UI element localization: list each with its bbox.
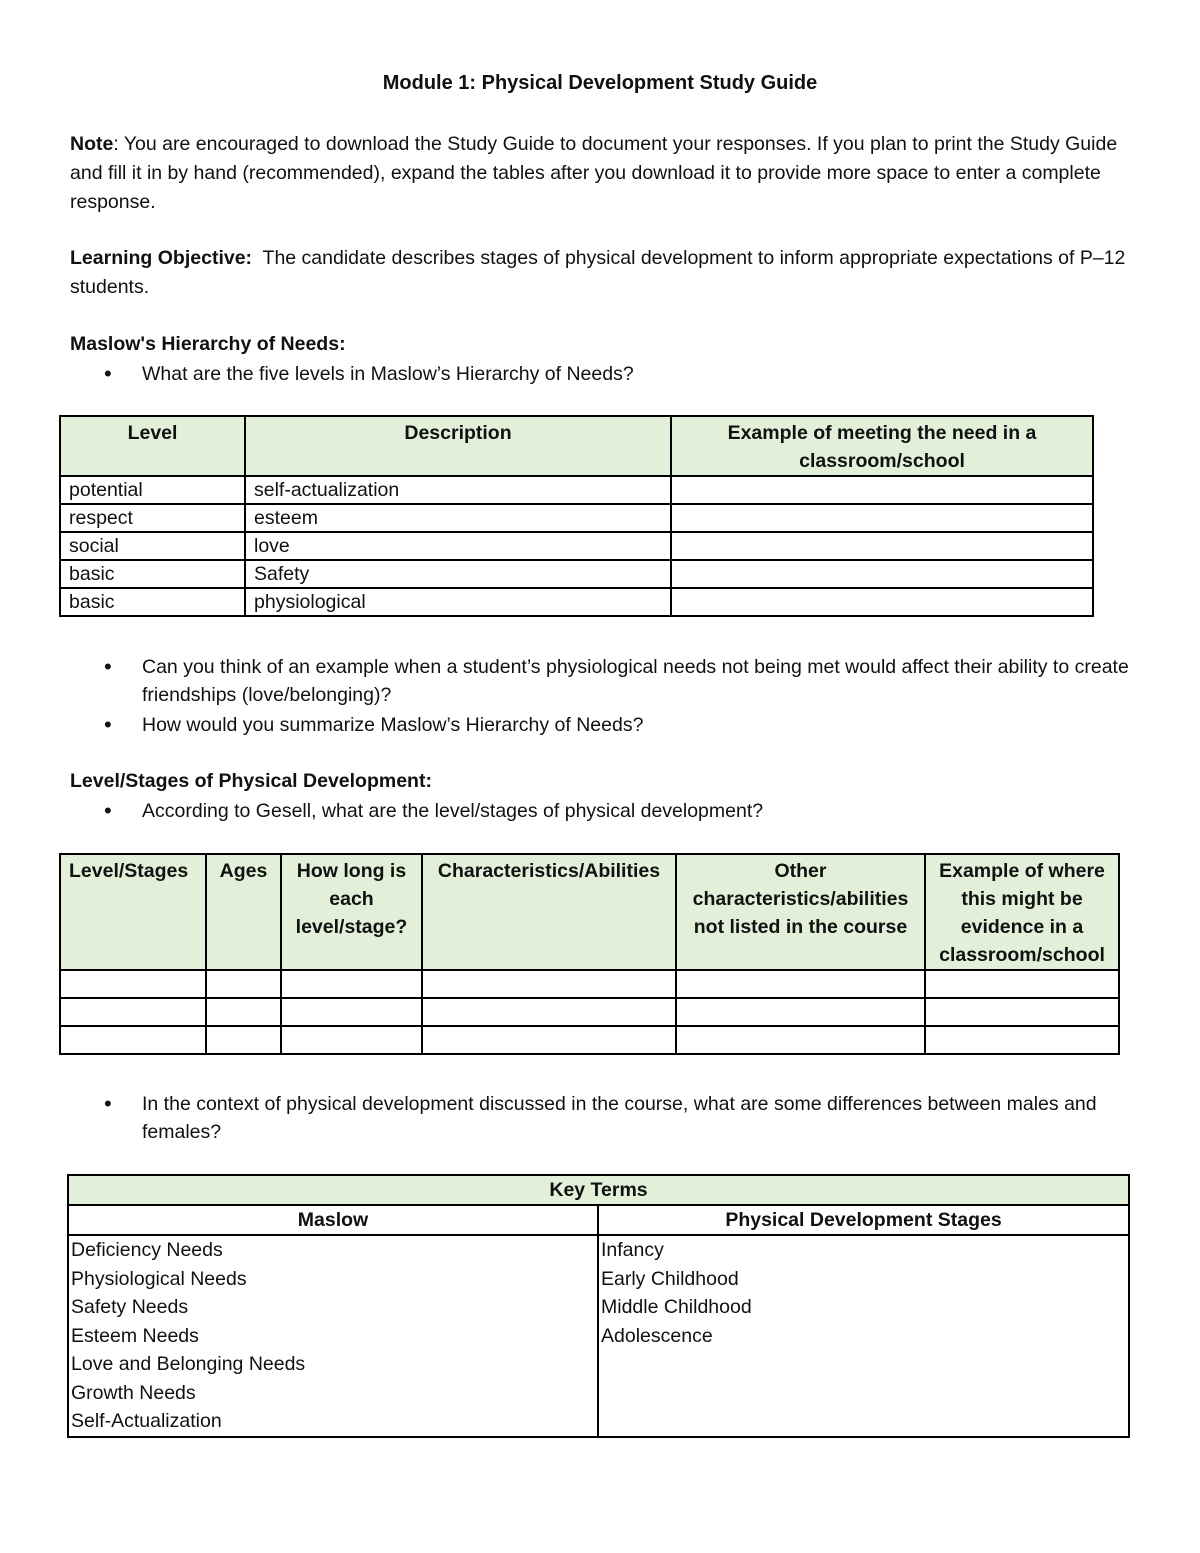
maslow-term: Physiological Needs [68, 1265, 598, 1294]
maslow-question-list [70, 360, 1130, 388]
table-cell: basic [60, 560, 245, 588]
table-row [68, 1379, 1129, 1408]
objective-text: The candidate describes stages of physical development to inform appropriate expectations of P–12 students. [70, 247, 1131, 298]
maslow-term: Safety Needs [68, 1293, 598, 1322]
stage-term: Infancy [598, 1235, 1129, 1265]
maslow-heading: Maslow's Hierarchy of Needs: [70, 333, 346, 355]
stage-term [598, 1350, 1129, 1379]
table-cell-input[interactable] [422, 1026, 676, 1054]
maslow-term: Growth Needs [68, 1379, 598, 1408]
table-cell: social [60, 532, 245, 560]
stages-question-list [70, 797, 1130, 825]
table-cell: love [245, 532, 671, 560]
learning-objective [70, 244, 1130, 302]
maslow-term: Deficiency Needs [68, 1235, 598, 1265]
table-cell-input[interactable] [671, 588, 1093, 616]
table-cell-input[interactable] [206, 1026, 281, 1054]
table-cell: Safety [245, 560, 671, 588]
table-cell-input[interactable] [206, 998, 281, 1026]
table-row [68, 1235, 1129, 1265]
stage-term [598, 1407, 1129, 1437]
page-title: Module 1: Physical Development Study Guide [382, 72, 818, 94]
maslow-table-header [60, 416, 1093, 476]
table-cell-input[interactable] [206, 970, 281, 998]
maslow-term: Self-Actualization [68, 1407, 598, 1437]
stages-col-characteristics: Characteristics/Abilities [422, 854, 676, 970]
table-row [68, 1350, 1129, 1379]
table-row [60, 1026, 1119, 1054]
table-cell-input[interactable] [925, 970, 1119, 998]
stage-term: Middle Childhood [598, 1293, 1129, 1322]
stages-col-other: Other characteristics/abilities not listed in the course [676, 854, 925, 970]
followup-question: • In the context of physical development discussed in the course, what are some differences between males and females? [70, 1090, 1130, 1146]
table-row [60, 532, 1093, 560]
table-cell-input[interactable] [925, 998, 1119, 1026]
followup-question: • Can you think of an example when a student’s physiological needs not being met would affect their ability to create friendships (love/belonging)? [70, 653, 1130, 709]
maslow-term: Esteem Needs [68, 1322, 598, 1351]
table-cell-input[interactable] [671, 476, 1093, 504]
followup-question: • How would you summarize Maslow’s Hierarchy of Needs? [70, 711, 1130, 739]
table-cell-input[interactable] [281, 970, 422, 998]
stages-table [59, 853, 1120, 1055]
table-cell: basic [60, 588, 245, 616]
maslow-term: Love and Belonging Needs [68, 1350, 598, 1379]
key-terms-title: Key Terms [68, 1175, 1129, 1205]
table-cell-input[interactable] [422, 998, 676, 1026]
table-row [68, 1322, 1129, 1351]
table-cell: respect [60, 504, 245, 532]
maslow-col-description: Description [245, 416, 671, 476]
table-cell: potential [60, 476, 245, 504]
table-row [68, 1293, 1129, 1322]
table-cell-input[interactable] [60, 1026, 206, 1054]
table-cell-input[interactable] [676, 998, 925, 1026]
maslow-question: • What are the five levels in Maslow’s Hierarchy of Needs? [70, 360, 1130, 388]
objective-label: Learning Objective: [70, 247, 253, 269]
stages-col-level: Level/Stages [60, 854, 206, 970]
table-row [60, 588, 1093, 616]
stage-term [598, 1379, 1129, 1408]
stages-table-header [60, 854, 1119, 970]
key-terms-header-row [68, 1205, 1129, 1235]
maslow-followup-list [70, 653, 1130, 739]
table-row [60, 560, 1093, 588]
table-cell-input[interactable] [925, 1026, 1119, 1054]
key-terms-col-maslow: Maslow [68, 1205, 598, 1235]
stages-col-duration: How long is each level/stage? [281, 854, 422, 970]
maslow-table [59, 415, 1094, 617]
key-terms-col-stages: Physical Development Stages [598, 1205, 1129, 1235]
key-terms-table [67, 1174, 1130, 1438]
table-cell-input[interactable] [281, 1026, 422, 1054]
key-terms-title-row [68, 1175, 1129, 1205]
note-label: Note [70, 133, 114, 155]
table-row [60, 504, 1093, 532]
table-cell: physiological [245, 588, 671, 616]
table-cell-input[interactable] [281, 998, 422, 1026]
table-cell-input[interactable] [676, 970, 925, 998]
stages-col-ages: Ages [206, 854, 281, 970]
stages-col-example: Example of where this might be evidence in a classroom/school [925, 854, 1119, 970]
table-row [60, 998, 1119, 1026]
table-cell-input[interactable] [422, 970, 676, 998]
table-cell-input[interactable] [671, 532, 1093, 560]
table-row [68, 1265, 1129, 1294]
table-row [60, 476, 1093, 504]
table-cell: esteem [245, 504, 671, 532]
maslow-col-example: Example of meeting the need in a classroom/school [671, 416, 1093, 476]
stage-term: Early Childhood [598, 1265, 1129, 1294]
table-cell-input[interactable] [671, 560, 1093, 588]
table-cell: self-actualization [245, 476, 671, 504]
table-row [60, 970, 1119, 998]
stages-followup-list [70, 1090, 1130, 1146]
stages-question: • According to Gesell, what are the level/stages of physical development? [70, 797, 1130, 825]
table-cell-input[interactable] [676, 1026, 925, 1054]
table-row [68, 1407, 1129, 1437]
stages-heading: Level/Stages of Physical Development: [70, 770, 432, 792]
maslow-col-level: Level [60, 416, 245, 476]
table-cell-input[interactable] [60, 970, 206, 998]
stage-term: Adolescence [598, 1322, 1129, 1351]
table-cell-input[interactable] [60, 998, 206, 1026]
table-cell-input[interactable] [671, 504, 1093, 532]
note-paragraph [70, 130, 1130, 217]
note-text: : You are encouraged to download the Study Guide to document your responses. If you plan to print the Study Guide and fill it in by hand (recommended), expand the tables after you download it to provide more space to enter a complete response. [70, 133, 1118, 213]
